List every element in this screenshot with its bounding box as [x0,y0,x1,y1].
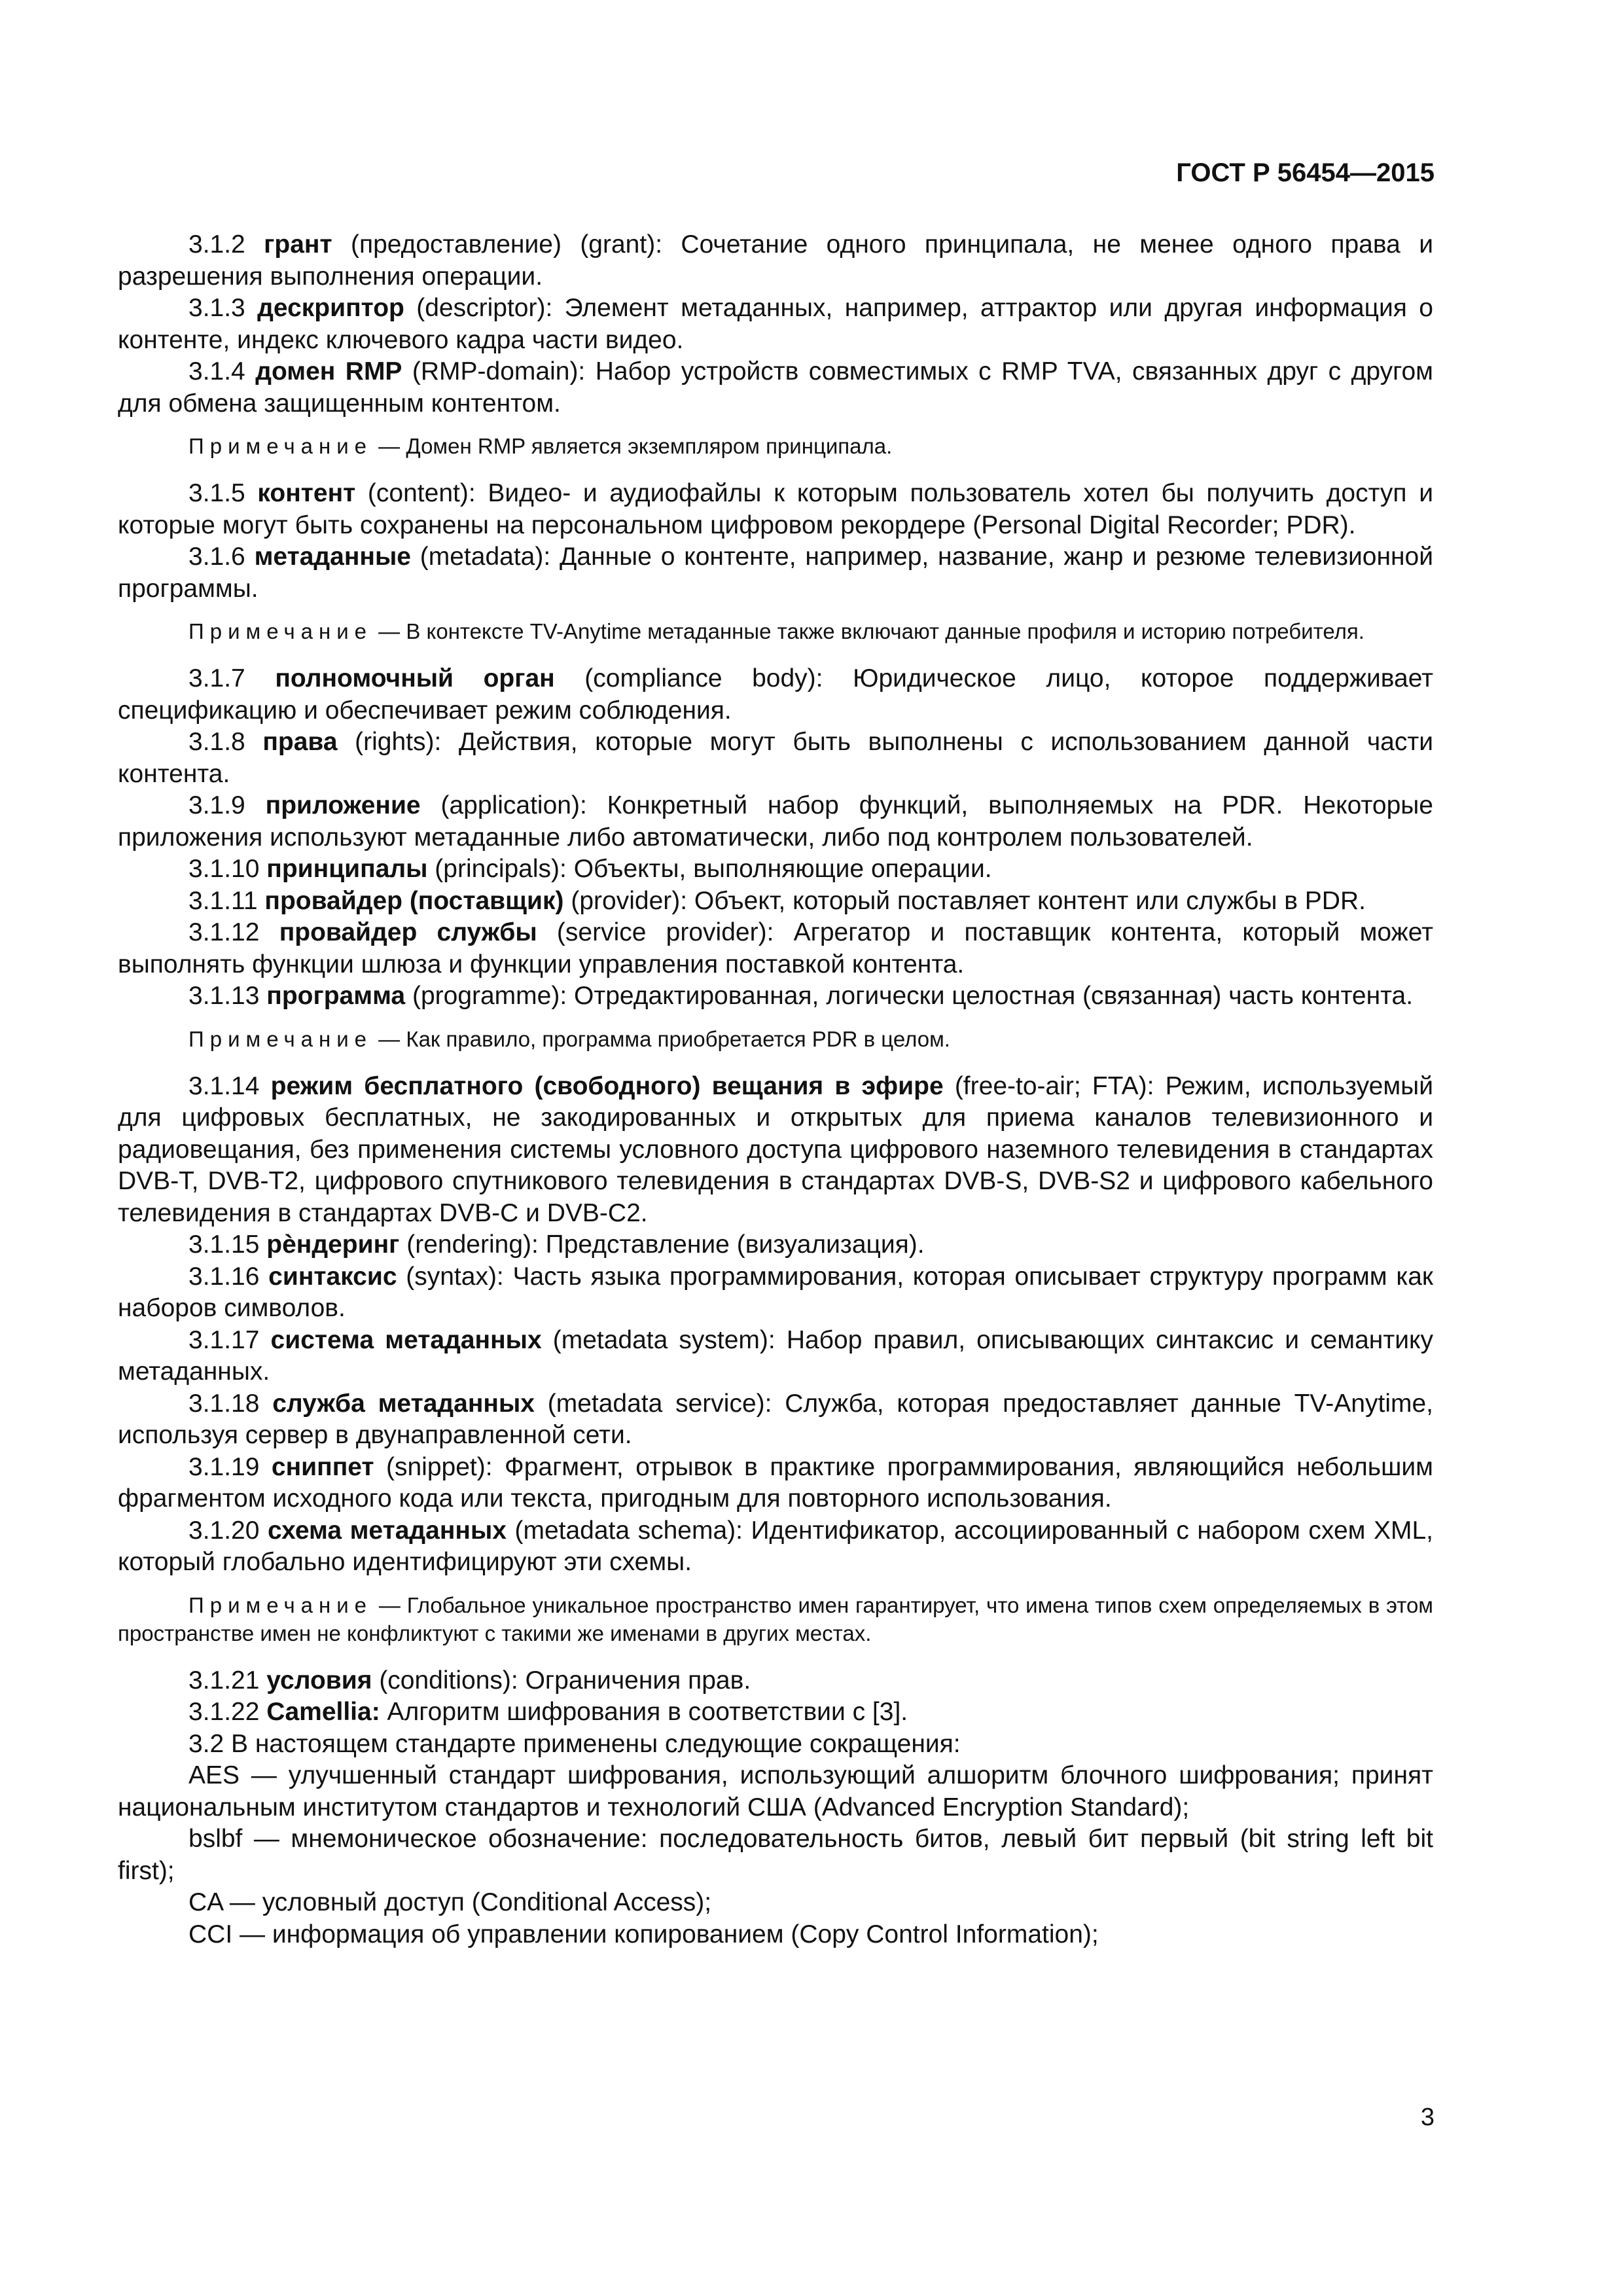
definition-paragraph [118,1388,1433,1452]
clause-number: 3.1.17 [188,1325,260,1354]
clause-number: 3.1.21 [188,1666,260,1695]
clause-number: 3.1.9 [188,791,245,819]
document-header-code: ГОСТ Р 56454—2015 [1176,158,1435,187]
definition-paragraph [118,1696,1433,1729]
definition-text: (snippet): Фрагмент, отрывок в практике программирования, являющийся небольшим фрагментом исходного кода или текста, пригодным для повторного использования. [118,1452,1433,1513]
definition-text: (principals): Объекты, выполняющие операции. [427,855,992,883]
definition-text: (RMP-domain): Набор устройств совместимых с RMP TVA, связанных друг с другом для обмена защищенным контентом. [118,357,1433,418]
definition-paragraph [118,853,1433,886]
clause-number: 3.1.18 [188,1389,260,1418]
term: полномочный орган [275,664,555,692]
clause-number: 3.1.15 [188,1230,260,1259]
definition-paragraph [118,886,1433,918]
note-text: Глобальное уникальное пространство имен гарантирует, что имена типов схем определяемых в этом пространстве имен не конфликтуют с такими же именами в других местах. [118,1592,1433,1645]
definition-paragraph [118,293,1433,356]
term: условия [266,1666,372,1695]
definition-paragraph [118,1261,1433,1325]
term: синтаксис [268,1262,397,1291]
definition-text: (предоставление) (grant): Сочетание одного принципала, не менее одного права и разрешения выполнения операции. [118,230,1433,291]
definition-paragraph [118,790,1433,853]
definition-text: (descriptor): Элемент метаданных, например, аттрактор или другая информация о контенте, индекс ключевого кадра части видео. [118,294,1433,354]
note-label: Примечание [188,1026,373,1051]
definition-text: (content): Видео- и аудиофайлы к которым пользователь хотел бы получить доступ и которые могут быть сохранены на персональном цифровом рекордере (Personal Digital Recorder; PDR). [118,479,1433,539]
clause-number: 3.1.4 [188,357,245,386]
clause-number: 3.1.16 [188,1262,260,1291]
clause-number: 3.1.22 [188,1698,260,1726]
definition-paragraph [118,1452,1433,1515]
definition-text: (application): Конкретный набор функций, выполняемых на PDR. Некоторые приложения используют метаданные либо автоматически, либо под контролем пользователей. [118,791,1433,852]
definition-text: (provider): Объект, который поставляет контент или службы в PDR. [563,886,1366,915]
note-label: Примечание [188,1592,373,1617]
term: права [262,728,338,756]
term: домен RMP [255,357,402,386]
definition-text: (syntax): Часть языка программирования, которая описывает структуру программ как наборов символов. [118,1262,1433,1322]
definition-text: (rendering): Представление (визуализация). [399,1230,925,1259]
definition-text: (compliance body): Юридическое лицо, которое поддерживает спецификацию и обеспечивает режим соблюдения. [118,664,1433,725]
note-label: Примечание [188,434,373,458]
term: программа [266,982,406,1010]
definition-text: (service provider): Агрегатор и поставщик контента, который может выполнять функции шлюза и функции управления поставкой контента. [118,918,1433,978]
clause-number: 3.1.7 [188,664,245,692]
clause-number: 3.1.6 [188,543,245,571]
note-text: Как правило, программа приобретается PDR в целом. [406,1026,950,1051]
term: сниппет [271,1452,374,1481]
text-paragraph: CA — условный доступ (Conditional Access); [188,1888,712,1916]
clause-number: 3.1.12 [188,918,260,946]
term: провайдер службы [279,918,537,946]
term: Camellia: [266,1698,380,1726]
text-paragraph: CCI — информация об управлении копированием (Copy Control Information); [188,1920,1099,1948]
clause-number: 3.1.3 [188,294,245,322]
term: режим бесплатного (свободного) вещания в эфире [270,1071,944,1100]
definition-text: (programme): Отредактированная, логически целостная (связанная) часть контента. [405,982,1414,1010]
term: схема метаданных [267,1516,507,1545]
definition-paragraph [118,1229,1433,1261]
clause-number: 3.1.10 [188,855,260,883]
note-text: В контексте TV-Anytime метаданные также включают данные профиля и историю потребителя. [406,619,1364,643]
definition-paragraph [118,980,1433,1013]
clause-number: 3.1.5 [188,479,245,507]
clause-number: 3.1.2 [188,230,245,259]
definition-paragraph [118,541,1433,605]
definition-text: (metadata): Данные о контенте, например, название, жанр и резюме телевизионной программы. [118,543,1433,603]
definition-text: (rights): Действия, которые могут быть выполнены с использованием данной части контента. [118,728,1433,788]
definition-text: (metadata system): Набор правил, описывающих синтаксис и семантику метаданных. [118,1325,1433,1386]
clause-number: 3.1.19 [188,1452,260,1481]
term: служба метаданных [272,1389,535,1418]
term: дескриптор [257,294,404,322]
definition-text: (free-to-air; FTA): Режим, используемый для цифровых бесплатных, не закодированных и открытых для приема каналов телевизионного и радиовещания, без применения системы условного доступа цифрового наземного телевидения в стандартах DVB-T, DVB-T2, цифрового спутникового телевидения в стандартах DVB-S, DVB-S2 и цифрового кабельного телевидения в стандартах DVB-C и DVB-C2. [118,1071,1433,1227]
note-paragraph: Примечание — Как правило, программа приобретается PDR в целом. [188,1026,950,1051]
clause-number: 3.1.14 [188,1071,260,1100]
note-paragraph: Примечание — Домен RMP является экземпляром принципала. [188,434,893,458]
definition-paragraph [118,726,1433,790]
text-paragraph: bslbf — мнемоническое обозначение: последовательность битов, левый бит первый (bit string left bit first); [118,1825,1433,1885]
note-paragraph: Примечание — В контексте TV-Anytime метаданные также включают данные профиля и историю потребителя. [188,619,1364,643]
term: провайдер (поставщик) [264,886,564,915]
note-text: Домен RMP является экземпляром принципала. [406,434,893,458]
definition-text: (metadata service): Служба, которая предоставляет данные TV-Anytime, используя сервер в двунаправленной сети. [118,1389,1433,1449]
clause-number: 3.1.8 [188,728,245,756]
definition-text: Алгоритм шифрования в соответствии с [3]. [380,1698,908,1726]
definition-paragraph [118,478,1433,541]
page-number: 3 [1420,2104,1435,2131]
term: метаданные [254,543,411,571]
term: рѐндеринг [266,1230,400,1259]
definition-paragraph [118,1515,1433,1579]
clause-number: 3.1.20 [188,1516,260,1545]
clause-number: 3.1.11 [188,886,258,915]
definition-paragraph [118,1071,1433,1230]
definition-text: (metadata schema): Идентификатор, ассоциированный с набором схем XML, который глобально идентифицируют эти схемы. [118,1516,1433,1576]
definition-text: (conditions): Ограничения прав. [372,1666,751,1695]
clause-number: 3.1.13 [188,982,260,1010]
note-paragraph: Примечание — Глобальное уникальное пространство имен гарантирует, что имена типов схем определяемых в этом пространстве имен не конфликтуют с такими же именами в других местах. [118,1592,1433,1645]
note-label: Примечание [188,619,373,643]
term: грант [264,230,332,259]
definition-paragraph [118,229,1433,293]
text-paragraph: 3.2 В настоящем стандарте применены следующие сокращения: [188,1729,961,1758]
definition-paragraph [118,356,1433,420]
definition-paragraph [118,1325,1433,1388]
text-paragraph: AES — улучшенный стандарт шифрования, использующий алшоритм блочного шифрования; принят национальным институтом стандартов и технологий США (Advanced Encryption Standard); [118,1761,1433,1821]
definition-paragraph [118,663,1433,726]
definition-paragraph [118,917,1433,980]
term: контент [257,479,356,507]
definition-paragraph [118,1665,1433,1697]
term: система метаданных [270,1325,542,1354]
page-content [118,229,1433,1950]
term: приложение [265,791,421,819]
term: принципалы [266,855,428,883]
